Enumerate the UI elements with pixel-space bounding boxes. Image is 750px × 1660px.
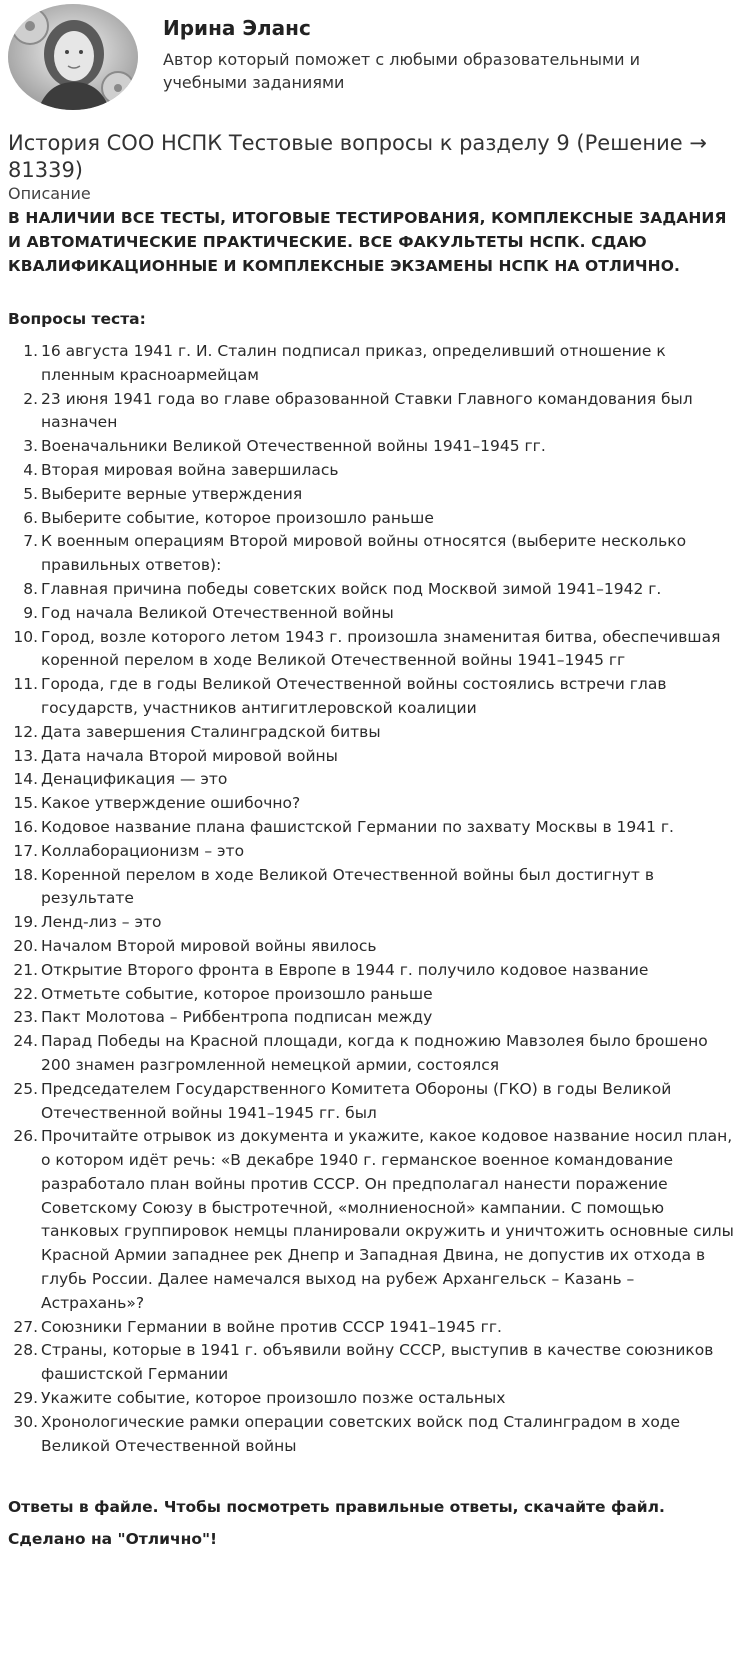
avatar-photo-icon [8,4,138,110]
author-description: Автор который поможет с любыми образовательными и учебными заданиями [163,50,640,92]
author-card [8,4,742,110]
answers-note: Ответы в файле. Чтобы посмотреть правильные ответы, скачайте файл. [8,1498,665,1516]
question-text: Началом Второй мировой войны явилось [41,936,377,955]
question-item [8,911,738,935]
question-item [8,745,738,769]
question-text: Коренной перелом в ходе Великой Отечественной войны был достигнут в результате [41,865,654,908]
question-number: 1. [23,342,38,360]
question-number: 20. [13,936,38,955]
question-item [8,626,738,674]
question-number: 13. [13,746,38,765]
question-number: 10. [13,627,38,646]
question-number: 28. [13,1341,38,1360]
question-text: 23 июня 1941 года во главе образованной Ставки Главного командования был назначен [41,389,693,432]
question-number: 24. [13,1032,38,1051]
question-text: Год начала Великой Отечественной войны [41,603,394,622]
question-item [8,578,738,602]
question-text: Прочитайте отрывок из документа и укажите, какое кодовое название носил план, о котором идёт речь: «В декабре 1940 г. германское военное командование разработало план войны против СССР. Он предполагал нанести поражение Советскому Союзу в быстротечной, «молниеносной» кампании. С помощью танковых группировок немцы планировали окружить и уничтожить основные силы Красной Армии западнее рек Днепр и Западная Двина, не допустив их отхода в глубь России. Далее намечался выход на рубеж Архангельск – Казань – Астрахань»? [41,1127,734,1312]
question-item [8,1316,738,1340]
question-item [8,983,738,1007]
question-item [8,792,738,816]
question-number: 25. [13,1079,38,1098]
question-item [8,1339,738,1387]
done-note: Сделано на "Отлично"! [8,1530,218,1548]
question-item [8,1078,738,1126]
question-number: 15. [13,794,38,813]
question-text: Хронологические рамки операции советских войск под Сталинградом в ходе Великой Отечественной войны [41,1412,681,1455]
question-text: Ленд-лиз – это [41,913,162,932]
question-item [8,1411,738,1459]
question-item [8,1387,738,1411]
question-text: Кодовое название плана фашистской Германии по захвату Москвы в 1941 г. [41,817,674,836]
question-item [8,530,738,578]
description-label: Описание [8,184,91,203]
question-number: 27. [13,1317,38,1336]
question-number: 4. [23,460,38,479]
question-item [8,340,738,388]
question-text: Открытие Второго фронта в Европе в 1944 г. получило кодовое название [41,960,649,979]
question-text: 16 августа 1941 г. И. Сталин подписал приказ, определивший отношение к пленным красноармейцам [41,342,666,384]
question-text: К военным операциям Второй мировой войны относятся (выберите несколько правильных ответов): [41,532,687,575]
question-item [8,864,738,912]
question-item [8,840,738,864]
question-item [8,483,738,507]
question-text: Выберите событие, которое произошло раньше [41,508,434,527]
question-item [8,768,738,792]
question-item [8,1030,738,1078]
description-text: В НАЛИЧИИ ВСЕ ТЕСТЫ, ИТОГОВЫЕ ТЕСТИРОВАНИЯ, КОМПЛЕКСНЫЕ ЗАДАНИЯ И АВТОМАТИЧЕСКИЕ ПРАКТИЧЕСКИЕ. ВСЕ ФАКУЛЬТЕТЫ НСПК. СДАЮ КВАЛИФИКАЦИОННЫЕ И КОМПЛЕКСНЫЕ ЭКЗАМЕНЫ НСПК НА ОТЛИЧНО. [8,209,727,275]
avatar[interactable] [8,4,138,110]
question-number: 2. [23,389,38,408]
question-number: 16. [13,817,38,836]
question-number: 19. [13,913,38,932]
question-number: 18. [13,865,38,884]
question-text: Укажите событие, которое произошло позже остальных [41,1389,506,1408]
question-text: Дата завершения Сталинградской битвы [41,722,381,741]
questions-heading: Вопросы теста: [8,310,146,328]
question-number: 7. [23,532,38,551]
page-title: История СОО НСПК Тестовые вопросы к разделу 9 (Решение → 81339) [8,131,707,182]
question-item [8,459,738,483]
question-text: Отметьте событие, которое произошло раньше [41,984,433,1003]
question-number: 8. [23,579,38,598]
question-text: Денацификация — это [41,770,228,789]
question-number: 6. [23,508,38,527]
question-text: Вторая мировая война завершилась [41,460,339,479]
question-text: Союзники Германии в войне против СССР 1941–1945 гг. [41,1317,502,1336]
question-item [8,721,738,745]
question-item [8,935,738,959]
questions-list [8,340,738,1458]
question-text: Военачальники Великой Отечественной войны 1941–1945 гг. [41,437,546,456]
question-text: Страны, которые в 1941 г. объявили войну СССР, выступив в качестве союзников фашистской Германии [41,1341,714,1384]
question-text: Коллаборационизм – это [41,841,245,860]
question-item [8,673,738,721]
question-number: 9. [23,603,38,622]
question-item [8,1006,738,1030]
question-text: Дата начала Второй мировой войны [41,746,338,765]
author-name[interactable]: Ирина Эланс [163,16,311,40]
question-text: Главная причина победы советских войск под Москвой зимой 1941–1942 г. [41,579,662,598]
question-text: Пакт Молотова – Риббентропа подписан между [41,1008,433,1027]
question-item [8,388,738,436]
question-number: 30. [13,1412,38,1431]
question-number: 21. [13,960,38,979]
question-text: Города, где в годы Великой Отечественной войны состоялись встречи глав государств, участников антигитлеровской коалиции [41,675,667,717]
question-text: Какое утверждение ошибочно? [41,794,301,813]
question-text: Город, возле которого летом 1943 г. произошла знаменитая битва, обеспечившая коренной перелом в ходе Великой Отечественной войны 1941–1945 гг [41,627,721,670]
question-number: 3. [23,437,38,456]
question-number: 12. [13,722,38,741]
question-number: 11. [13,675,38,694]
question-number: 22. [13,984,38,1003]
question-number: 5. [23,484,38,503]
question-number: 26. [13,1127,38,1146]
question-number: 17. [13,841,38,860]
question-text: Выберите верные утверждения [41,484,303,503]
question-item [8,1125,738,1315]
question-item [8,602,738,626]
question-number: 29. [13,1389,38,1408]
question-number: 14. [13,770,38,789]
question-text: Председателем Государственного Комитета Обороны (ГКО) в годы Великой Отечественной войны 1941–1945 гг. был [41,1079,672,1122]
question-text: Парад Победы на Красной площади, когда к подножию Мавзолея было брошено 200 знамен разгромленной немецкой армии, состоялся [41,1032,708,1074]
question-number: 23. [13,1008,38,1027]
question-item [8,816,738,840]
question-item [8,507,738,531]
question-item [8,959,738,983]
question-item [8,435,738,459]
